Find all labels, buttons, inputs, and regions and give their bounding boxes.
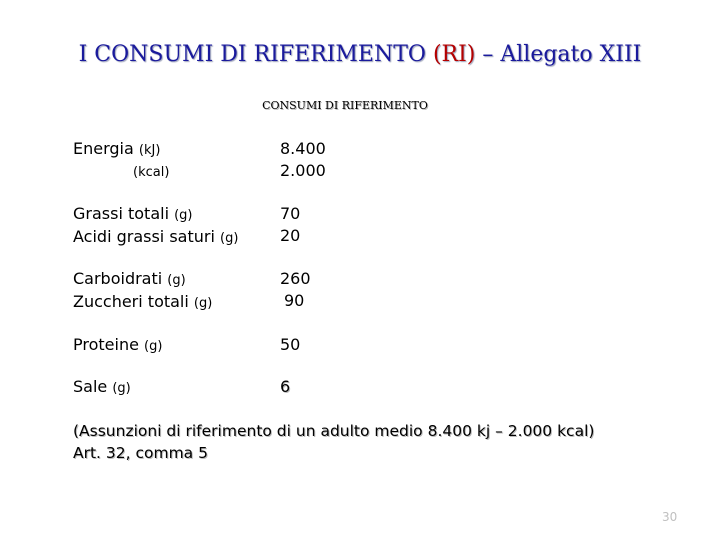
title-ri: (RI) <box>432 42 476 67</box>
saturi-unit: (g) <box>220 231 239 246</box>
energia-unit-kj: (kJ) <box>138 143 161 158</box>
row-carboidrati-label <box>73 269 186 291</box>
row-saturi-label <box>73 227 238 249</box>
row-zuccheri-label <box>73 292 212 314</box>
grassi-value: 70 <box>280 204 301 223</box>
footnote-line1: (Assunzioni di riferimento di un adulto medio 8.400 kj – 2.000 kcal) <box>73 422 595 440</box>
footnote-line2: Art. 32, comma 5 <box>73 444 208 462</box>
row-energia-label <box>73 139 160 161</box>
grassi-unit: (g) <box>174 208 193 223</box>
sale-label: Sale <box>73 377 108 396</box>
zuccheri-label: Zuccheri totali <box>73 292 189 311</box>
footnote <box>73 420 594 464</box>
table-subtitle: CONSUMI DI RIFERIMENTO <box>262 99 428 112</box>
zuccheri-value: 90 <box>284 291 305 310</box>
energia-value-kj: 8.400 <box>280 139 326 158</box>
row-grassi-label <box>73 204 193 226</box>
proteine-value: 50 <box>280 335 301 354</box>
row-proteine-label <box>73 335 162 357</box>
slide-title <box>0 42 720 67</box>
energia-unit-kcal: (kcal) <box>133 165 170 180</box>
proteine-label: Proteine <box>73 335 139 354</box>
carboidrati-label: Carboidrati <box>73 269 163 288</box>
energia-label: Energia <box>73 139 134 158</box>
sale-unit: (g) <box>112 381 131 396</box>
energia-value-kcal: 2.000 <box>280 161 326 180</box>
saturi-label: Acidi grassi saturi <box>73 227 215 246</box>
zuccheri-unit: (g) <box>193 296 213 311</box>
carboidrati-unit: (g) <box>167 273 186 288</box>
grassi-label: Grassi totali <box>73 204 170 223</box>
carboidrati-value: 260 <box>280 269 311 288</box>
title-main: I CONSUMI DI RIFERIMENTO <box>78 42 426 67</box>
saturi-value: 20 <box>280 226 301 245</box>
sale-value: 6 <box>280 377 291 396</box>
page-number: 30 <box>662 510 678 524</box>
title-tail: – Allegato XIII <box>475 42 642 67</box>
row-sale-label <box>73 377 131 399</box>
proteine-unit: (g) <box>144 339 163 354</box>
